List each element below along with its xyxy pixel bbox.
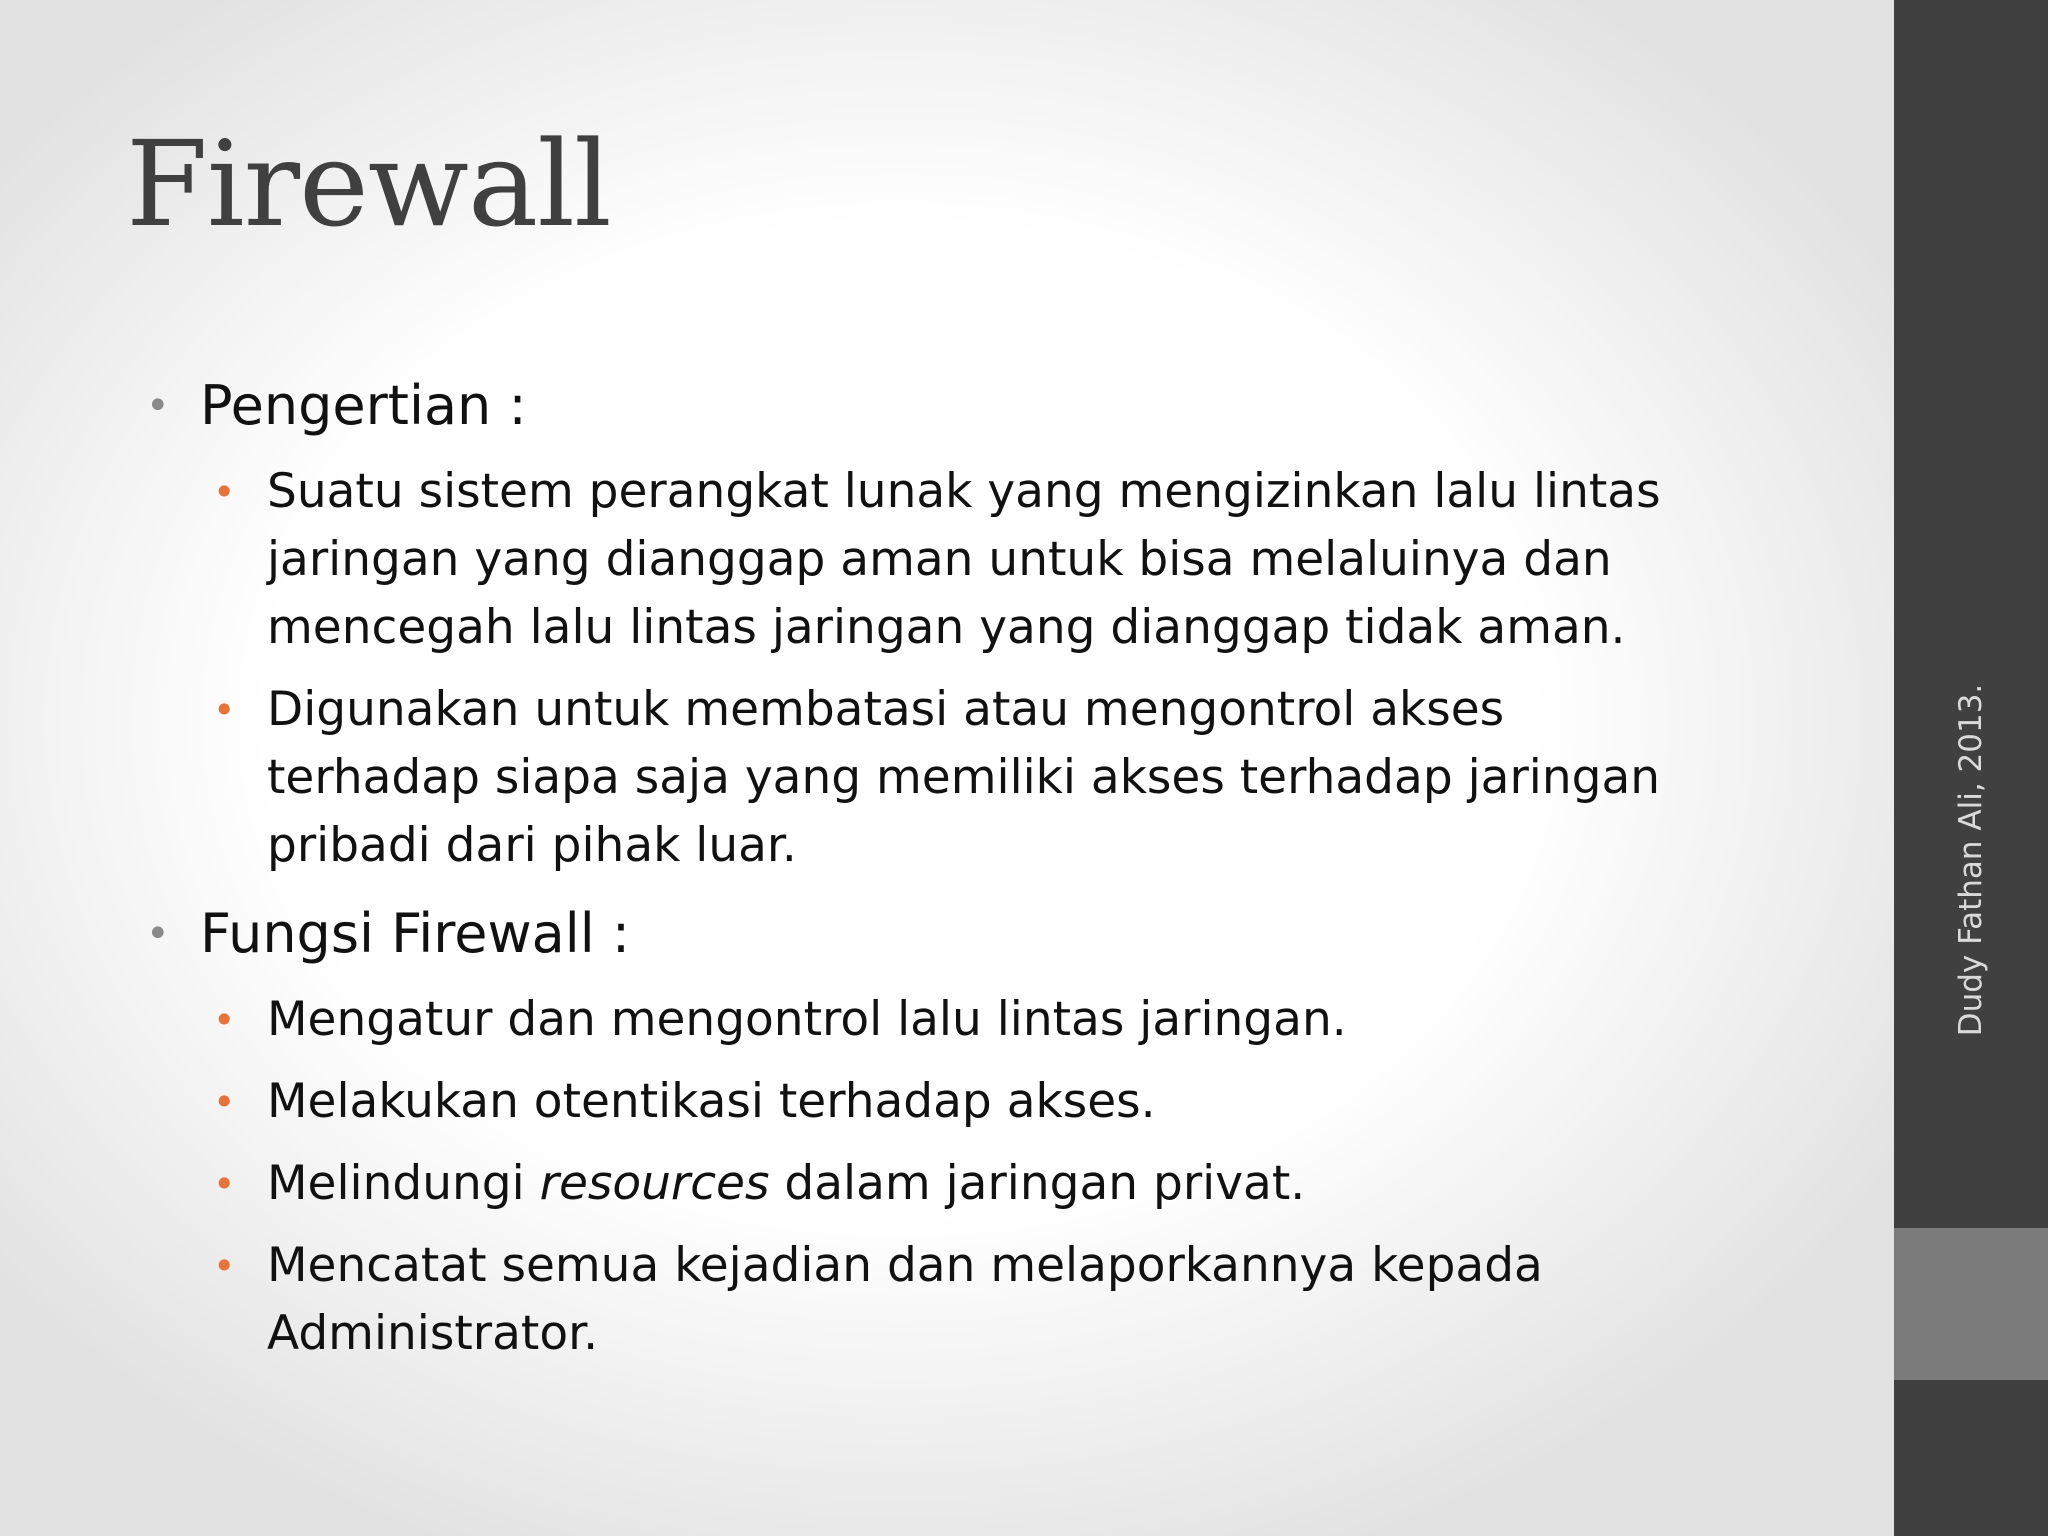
bullet-icon: •: [213, 1244, 236, 1288]
list-item-text: Melakukan otentikasi terhadap akses.: [267, 1074, 1156, 1129]
list-item: [213, 1232, 1706, 1368]
section-heading-label: Pengertian :: [200, 374, 527, 437]
section-heading-pengertian: [146, 372, 1706, 440]
bullet-icon: •: [146, 383, 170, 429]
list-item-text-after: dalam jaringan privat.: [769, 1156, 1306, 1211]
bullet-icon: •: [213, 1162, 236, 1206]
section-heading-label: Fungsi Firewall :: [200, 902, 631, 965]
list-item: [213, 1150, 1706, 1218]
slide-title: Firewall: [126, 115, 611, 253]
list-item: [213, 458, 1706, 662]
list-item-emphasis: resources: [539, 1156, 770, 1211]
author-credit: Dudy Fathan Ali, 2013.: [1953, 683, 1989, 1037]
list-item-text: Mengatur dan mengontrol lalu lintas jaringan.: [267, 992, 1347, 1047]
list-item-text: Suatu sistem perangkat lunak yang mengizinkan lalu lintas jaringan yang dianggap aman untuk bisa melaluinya dan mencegah lalu lintas jaringan yang dianggap tidak aman.: [267, 464, 1661, 655]
bullet-icon: •: [213, 1080, 236, 1124]
bullet-icon: •: [146, 911, 170, 957]
side-bar: [1894, 0, 2048, 1536]
list-item-text: Mencatat semua kejadian dan melaporkannya kepada Administrator.: [267, 1238, 1543, 1361]
list-item-text-before: Melindungi: [267, 1156, 540, 1211]
list-item: [213, 1068, 1706, 1136]
list-item-text: [267, 1156, 1305, 1211]
bullet-icon: •: [213, 688, 236, 732]
list-item: [213, 986, 1706, 1054]
bullet-icon: •: [213, 470, 236, 514]
bullet-icon: •: [213, 998, 236, 1042]
list-item-text: Digunakan untuk membatasi atau mengontrol akses terhadap siapa saja yang memiliki akses terhadap jaringan pribadi dari pihak luar.: [267, 682, 1661, 873]
list-item: [213, 676, 1706, 880]
side-bar-accent: [1894, 1228, 2048, 1380]
slide-content: [146, 372, 1706, 1382]
section-heading-fungsi: [146, 900, 1706, 968]
